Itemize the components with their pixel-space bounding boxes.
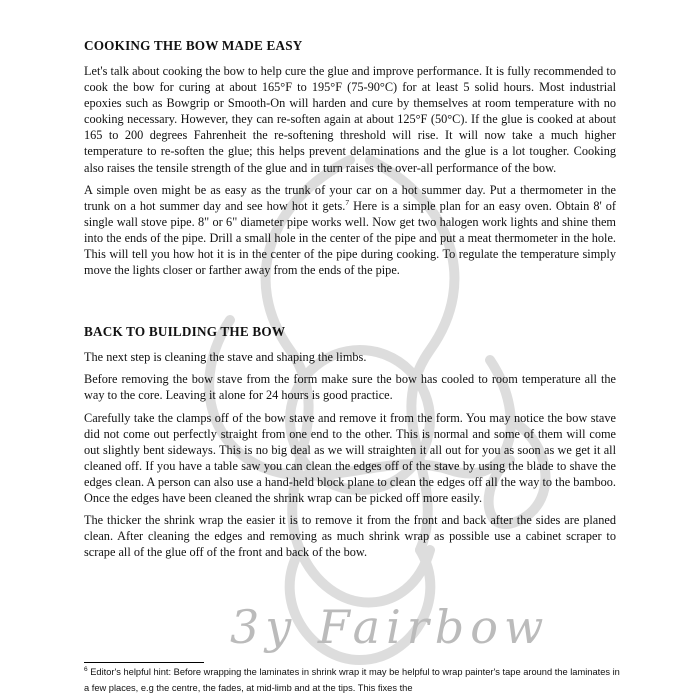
footnote-number: 6 — [84, 665, 88, 673]
paragraph: The thicker the shrink wrap the easier it is to remove it from the front and back after the sides are planed clean. After cleaning the edges and removing as much shrink wrap as possible use a cabinet scraper to scrape all of the glue off of the front and back of the bow. — [84, 513, 616, 560]
paragraph: The next step is cleaning the stave and shaping the limbs. — [84, 350, 367, 365]
footnote-reference: 7 — [345, 197, 350, 207]
document-page — [84, 38, 616, 566]
watermark-signature: 3y Fairbow — [230, 600, 550, 654]
section-heading-building: BACK TO BUILDING THE BOW — [84, 324, 286, 340]
paragraph: Carefully take the clamps off of the bow stave and remove it from the form. You may notice the bow stave did not come out perfectly straight from one end to the other. This is normal and some of them will come out slightly bent sideways. This is no big deal as we will straighten it all out for you as soon as we get it all cleaned off. If you have a table saw you can clean the edges off of the stave by using the blade to shave the edges clean. A person can also use a hand-held block plane to clean the edges off all the way to the bamboo. Once the edges have been cleaned the shrink wrap can be picked off more easily. — [84, 410, 616, 505]
paragraph: A simple oven might be as easy as the trunk of your car on a hot summer day. Put a thermometer in the trunk on a hot summer day and see how hot it gets.$^7$ Here is a simple plan for an easy oven. Obtain 8' of single wall stove pipe. 8" or 6" diameter pipe works well. Now get two halogen work lights and shine them into the ends of the pipe. Drill a small hole in the center of the pipe and put a meat thermometer in the hole. This will tell you how hot it is in the center of the pipe during cooking. To regulate the temperature simply move the lights closer or farther away from the ends of the pipe. — [84, 182, 616, 278]
footnote-divider — [84, 662, 204, 663]
paragraph: Before removing the bow stave from the form make sure the bow has cooled to room temperature all the way to the core. Leaving it alone for 24 hours is good practice. — [84, 372, 616, 403]
footnote-text: Editor's helpful hint: Before wrapping the laminates in shrink wrap it may be helpful to wrap painter's tape around the laminates in a few places, e.g the centre, the fades, at mid-limb and at the tips. This fixes the — [84, 667, 620, 693]
section-heading-cooking: COOKING THE BOW MADE EASY — [84, 38, 303, 53]
footnote — [84, 664, 624, 696]
paragraph: Let's talk about cooking the bow to help cure the glue and improve performance. It is fully recommended to cook the bow for curing at about 165°F to 195°F (75-90°C) for at least 5 solid hours. Most industrial epoxies such as Bowgrip or Smooth-On will harden and cure by themselves at room temperature with no cooking necessary. However, they can re-soften again at about 125°F (50°C). If the glue is cooked at about 165 to 200 degrees Fahrenheit the re-softening threshold will rise. It will now take a much higher temperature to re-soften the glue; this helps prevent delaminations and the glue is a lot tougher. Cooking also raises the tensile strength of the glue and in turn raises the over-all performance of the bow. — [84, 64, 616, 175]
